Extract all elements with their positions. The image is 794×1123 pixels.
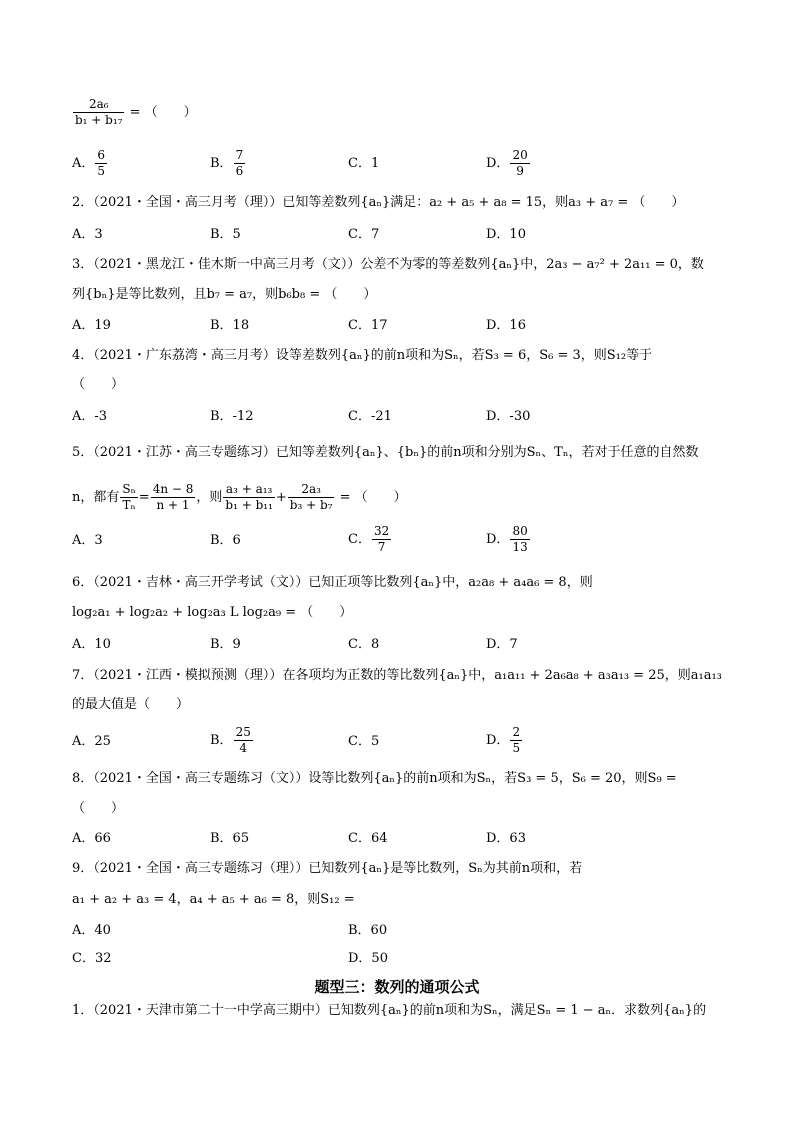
fraction-numerator: 2a₆ [73, 97, 124, 113]
q2-option-c: C．7 [348, 227, 380, 242]
option-c: C．1 [348, 156, 380, 171]
question-6-line1: 6．（2021・吉林・高三开学考试（文））已知正项等比数列{aₙ}中，a₂a₈ + a₄a₆ = 8，则 [72, 575, 593, 590]
q4-option-d: D．-30 [486, 409, 531, 424]
q5-option-c: C． $\frac{32}{7}$ [348, 524, 390, 554]
question-9-line2: a₁ + a₂ + a₃ = 4，a₄ + a₅ + a₆ = 8，则S₁₂ = [72, 892, 355, 907]
q3-option-a: A．19 [72, 318, 111, 333]
q8-option-d: D．63 [486, 831, 526, 846]
q5-option-d: D． $\frac{80}{13}$ [486, 524, 528, 554]
q2-option-d: D．10 [486, 227, 526, 242]
question-7-line2: 的最大值是（ ） [72, 697, 190, 712]
q4-option-c: C．-21 [348, 409, 392, 424]
section-heading: 题型三：数列的通项公式 [314, 978, 480, 996]
question-3-line1: 3．（2021・黑龙江・佳木斯一中高三月考（文））公差不为零的等差数列{aₙ}中，2a₃ − a₇² + 2a₁₁ = 0，数 [72, 257, 704, 272]
q7-option-c: C．5 [348, 734, 380, 749]
question-6-line2: log₂a₁ + log₂a₂ + log₂a₃ L log₂a₉ = （ ） [72, 605, 353, 620]
question-2-text: 2．（2021・全国・高三月考（理））已知等差数列{aₙ}满足：a₂ + a₅ + a₈ = 15，则a₃ + a₇ = （ ） [72, 195, 685, 210]
q4-option-a: A．-3 [72, 409, 108, 424]
fraction-denominator: b₁ + b₁₇ [75, 113, 123, 127]
q6-option-a: A．10 [72, 637, 111, 652]
q5-option-a: A．3 [72, 533, 103, 548]
q8-option-b: B．65 [210, 831, 250, 846]
q9-option-c: C．32 [72, 951, 112, 966]
q3-option-b: B．18 [210, 318, 250, 333]
q6-option-d: D．7 [486, 637, 518, 652]
fraction [73, 97, 124, 128]
q7-option-a: A．25 [72, 734, 111, 749]
answer-blank: = （ ） [125, 105, 197, 120]
q9-option-d: D．50 [348, 951, 388, 966]
q6-option-b: B．9 [210, 637, 241, 652]
q7-option-d: D． $\frac{2}{5}$ [486, 725, 521, 755]
q7-option-b: B． $\frac{25}{4}$ [210, 725, 251, 755]
question-5-line2: n，都有 $\frac{\text{Sₙ}}{\text{Tₙ}}$ = $\frac{4n - 8}{n + 1}$ ，则 $\frac{\text{a₃ + a₁₃}}{\text{b₁ + b₁₁}}$ + $\frac{\text{2a₃}}{\text{b₃ + b₇}}$ = （ ） [72, 482, 407, 512]
question-9-line1: 9．（2021・全国・高三专题练习（理））已知数列{aₙ}是等比数列，Sₙ为其前n项和，若 [72, 861, 583, 876]
section3-question-1-line1: 1．（2021・天津市第二十一中学高三期中）已知数列{aₙ}的前n项和为Sₙ，满足Sₙ = 1 − aₙ．求数列{aₙ}的 [72, 1003, 707, 1018]
option-d: D． $\frac{20}{9}$ [486, 148, 528, 178]
question-5-line1: 5．（2021・江苏・高三专题练习）已知等差数列{aₙ}、{bₙ}的前n项和分别为Sₙ、Tₙ，若对于任意的自然数 [72, 445, 699, 460]
q3-option-d: D．16 [486, 318, 526, 333]
option-a: A． $\frac{6}{5}$ [72, 148, 106, 178]
q2-option-b: B．5 [210, 227, 241, 242]
option-b: B． $\frac{7}{6}$ [210, 148, 244, 178]
prev-question-tail [72, 97, 197, 128]
q8-option-a: A．66 [72, 831, 111, 846]
question-4-line2: （ ） [72, 377, 125, 392]
q6-option-c: C．8 [348, 637, 380, 652]
q2-option-a: A．3 [72, 227, 103, 242]
question-4-line1: 4．（2021・广东荔湾・高三月考）设等差数列{aₙ}的前n项和为Sₙ，若S₃ = 6，S₆ = 3，则S₁₂等于 [72, 348, 653, 363]
q8-option-c: C．64 [348, 831, 388, 846]
question-8-line1: 8．（2021・全国・高三专题练习（文））设等比数列{aₙ}的前n项和为Sₙ，若S₃ = 5，S₆ = 20，则S₉ = [72, 771, 677, 786]
question-3-line2: 列{bₙ}是等比数列，且b₇ = a₇，则b₆b₈ = （ ） [72, 287, 377, 302]
q9-option-a: A．40 [72, 923, 111, 938]
q5-option-b: B．6 [210, 533, 241, 548]
question-7-line1: 7．（2021・江西・模拟预测（理））在各项均为正数的等比数列{aₙ}中，a₁a₁₁ + 2a₆a₈ + a₃a₁₃ = 25，则a₁a₁₃ [72, 668, 722, 683]
q3-option-c: C．17 [348, 318, 388, 333]
q9-option-b: B．60 [348, 923, 388, 938]
question-8-line2: （ ） [72, 801, 125, 816]
q4-option-b: B．-12 [210, 409, 254, 424]
